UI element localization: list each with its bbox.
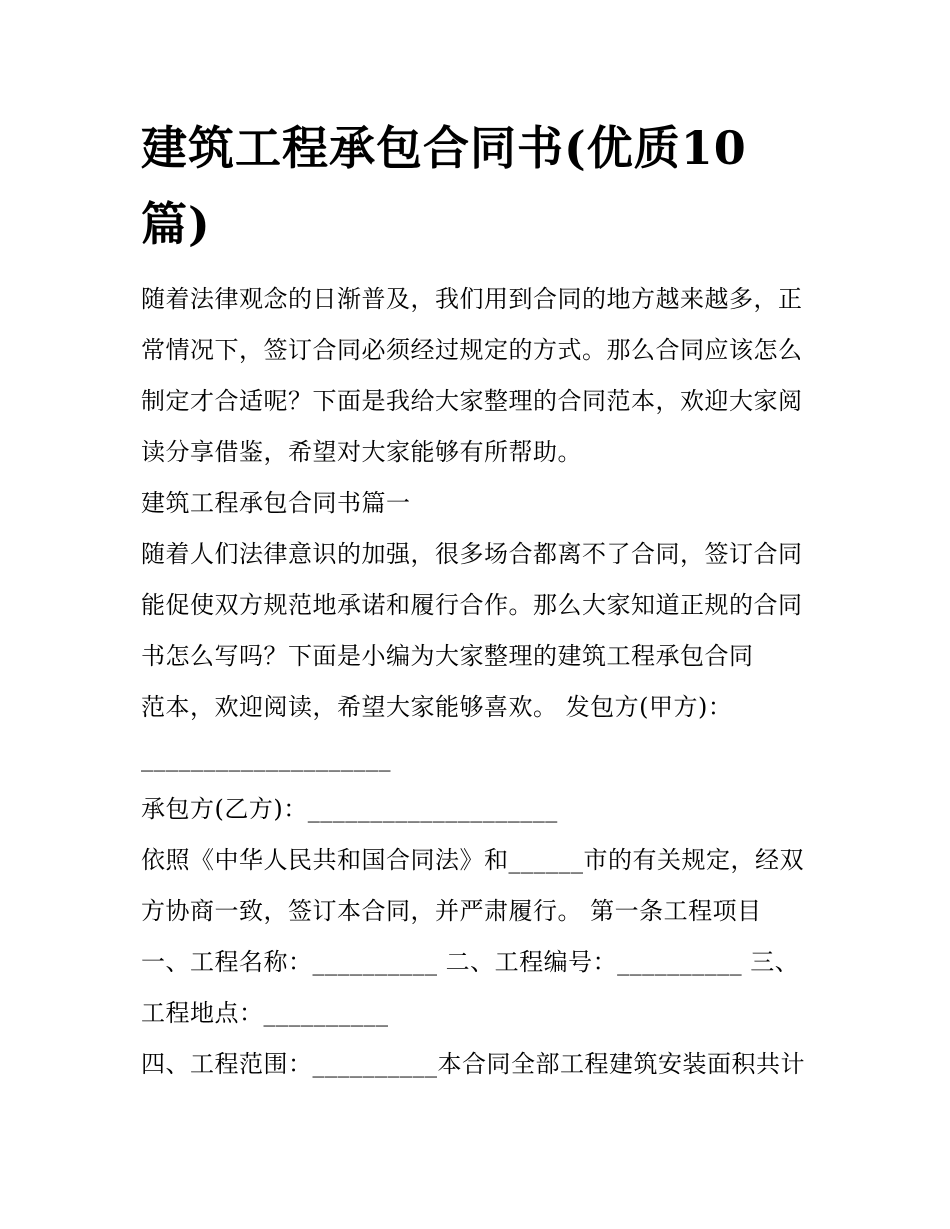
text-line: 书怎么写吗？下面是小编为大家整理的建筑工程承包合同 <box>141 642 754 670</box>
title-line-1: 建筑工程承包合同书(优质10 <box>141 121 747 175</box>
title-line-2: 篇) <box>141 197 211 251</box>
text-line: 制定才合适呢？下面是我给大家整理的合同范本，欢迎大家阅 <box>141 387 803 415</box>
text-line: 随着法律观念的日渐普及，我们用到合同的地方越来越多，正 <box>141 285 803 313</box>
section-heading: 建筑工程承包合同书篇一 <box>141 489 411 517</box>
text-line: 方协商一致，签订本合同，并严肃履行。 第一条工程项目 <box>141 897 762 925</box>
text-line: 能促使双方规范地承诺和履行合作。那么大家知道正规的合同 <box>141 591 803 619</box>
project-fields-line: 一、工程名称：__________ 二、工程编号：__________ 三、 <box>141 948 800 976</box>
project-location-line: 工程地点：__________ <box>141 999 389 1027</box>
text-line: 随着人们法律意识的加强，很多场合都离不了合同，签订合同 <box>141 540 803 568</box>
text-line: 范本，欢迎阅读，希望大家能够喜欢。 发包方(甲方)： <box>141 693 733 721</box>
party-b-line: 承包方(乙方)：____________________ <box>141 795 558 823</box>
document-title <box>141 110 813 262</box>
document-page <box>141 110 813 1090</box>
text-line: 常情况下，签订合同必须经过规定的方式。那么合同应该怎么 <box>141 336 803 364</box>
text-line: 读分享借鉴，希望对大家能够有所帮助。 <box>141 438 582 466</box>
text-line: 依照《中华人民共和国合同法》和______市的有关规定，经双 <box>141 846 804 874</box>
document-body <box>141 274 813 1090</box>
party-a-blank: ____________________ <box>141 744 391 772</box>
project-scope-line: 四、工程范围：__________本合同全部工程建筑安装面积共计 <box>141 1050 805 1078</box>
